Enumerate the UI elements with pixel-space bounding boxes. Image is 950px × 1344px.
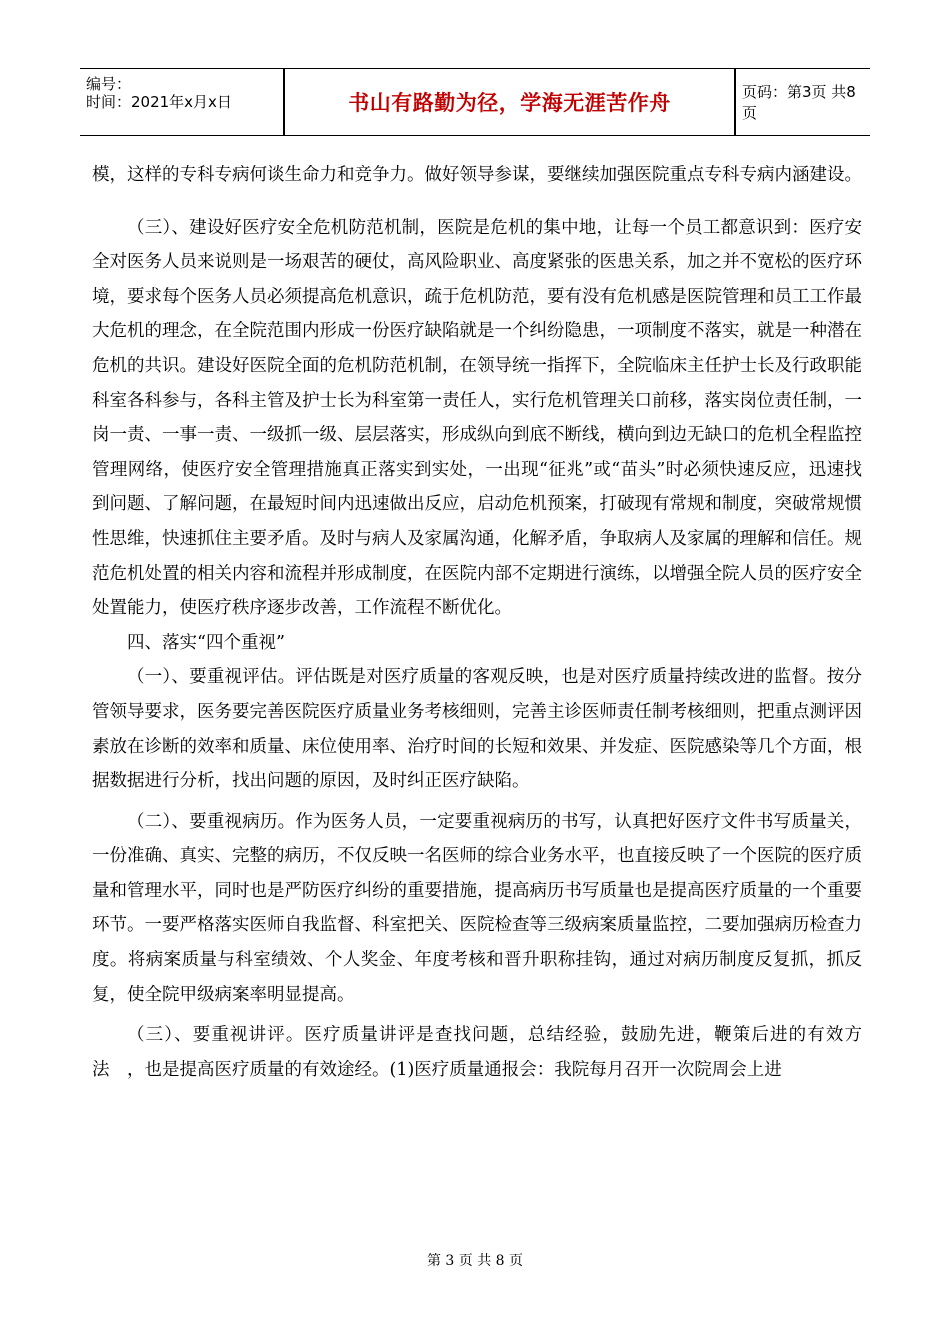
document-date-label: 时间：2021年x月x日 [86, 93, 232, 111]
header-page-number: 页码：第3页 共8页 [742, 83, 856, 122]
paragraph-crisis-mechanism: （三）、建设好医疗安全危机防范机制，医院是危机的集中地，让每一个员工都意识到：医疗安全对医务人员来说则是一场艰苦的硬仗，高风险职业、高度紧张的医患关系，加之并不宽松的医疗环境，要求每个医务人员必须提高危机意识，疏于危机防范，要有没有危机感是医院管理和员工工作最大危机的理念，在全院范围内形成一份医疗缺陷就是一个纠纷隐患，一项制度不落实，就是一种潜在危机的共识。建设好医院全面的危机防范机制，在领导统一指挥下，全院临床主任护士长及行政职能科室各科参与，各科主管及护士长为科室第一责任人，实行危机管理关口前移，落实岗位责任制，一岗一责、一事一责、一级抓一级、层层落实，形成纵向到底不断线，横向到边无缺口的危机全程监控管理网络，使医疗安全管理措施真正落实到实处，一出现“征兆”或“苗头”时必须快速反应，迅速找到问题、了解问题，在最短时间内迅速做出反应，启动危机预案，打破现有常规和制度，突破常规惯性思维，快速抓住主要矛盾。及时与病人及家属沟通，化解矛盾，争取病人及家属的理解和信任。规范危机处置的相关内容和流程并形成制度，在医院内部不定期进行演练，以增强全院人员的医疗安全处置能力，使医疗秩序逐步改善，工作流程不断优化。 [92, 217, 862, 619]
section-heading-four-emphases: 四、落实“四个重视” [127, 632, 285, 653]
paragraph-review: （三）、要重视讲评。医疗质量讲评是查找问题，总结经验，鼓励先进，鞭策后进的有效方法 ，也是提高医疗质量的有效途经。(1)医疗质量通报会：我院每月召开一次院周会上进 [92, 1025, 862, 1080]
paragraph-evaluation: （一）、要重视评估。评估既是对医疗质量的客观反映，也是对医疗质量持续改进的监督。按分管领导要求，医务要完善医院医疗质量业务考核细则，完善主诊医师责任制考核细则，把重点测评因素放在诊断的效率和质量、床位使用率、治疗时间的长短和效果、并发症、医院感染等几个方面，根据数据进行分析，找出问题的原因，及时纠正医疗缺陷。 [92, 667, 862, 792]
document-body [92, 158, 862, 1087]
header-meta [80, 69, 283, 135]
header-motto: 书山有路勤为径，学海无涯苦作舟 [348, 91, 671, 115]
header-divider-right [734, 69, 736, 135]
page-footer: 第 3 页 共 8 页 [426, 1253, 524, 1269]
page-header [80, 68, 870, 136]
document-number-label: 编号： [86, 75, 132, 93]
paragraph-continuation: 模，这样的专科专病何谈生命力和竞争力。做好领导参谋，要继续加强医院重点专科专病内涵建设。 [92, 165, 862, 185]
paragraph-medical-records: （二）、要重视病历。作为医务人员，一定要重视病历的书写，认真把好医疗文件书写质量关，一份准确、真实、完整的病历，不仅反映一名医师的综合业务水平，也直接反映了一个医院的医疗质量和管理水平，同时也是严防医疗纠纷的重要措施，提高病历书写质量也是提高医疗质量的一个重要环节。一要严格落实医师自我监督、科室把关、医院检查等三级病案质量监控，二要加强病历检查力度。将病案质量与科室绩效、个人奖金、年度考核和晋升职称挂钩，通过对病历制度反复抓，抓反复，使全院甲级病案率明显提高。 [92, 811, 862, 1005]
